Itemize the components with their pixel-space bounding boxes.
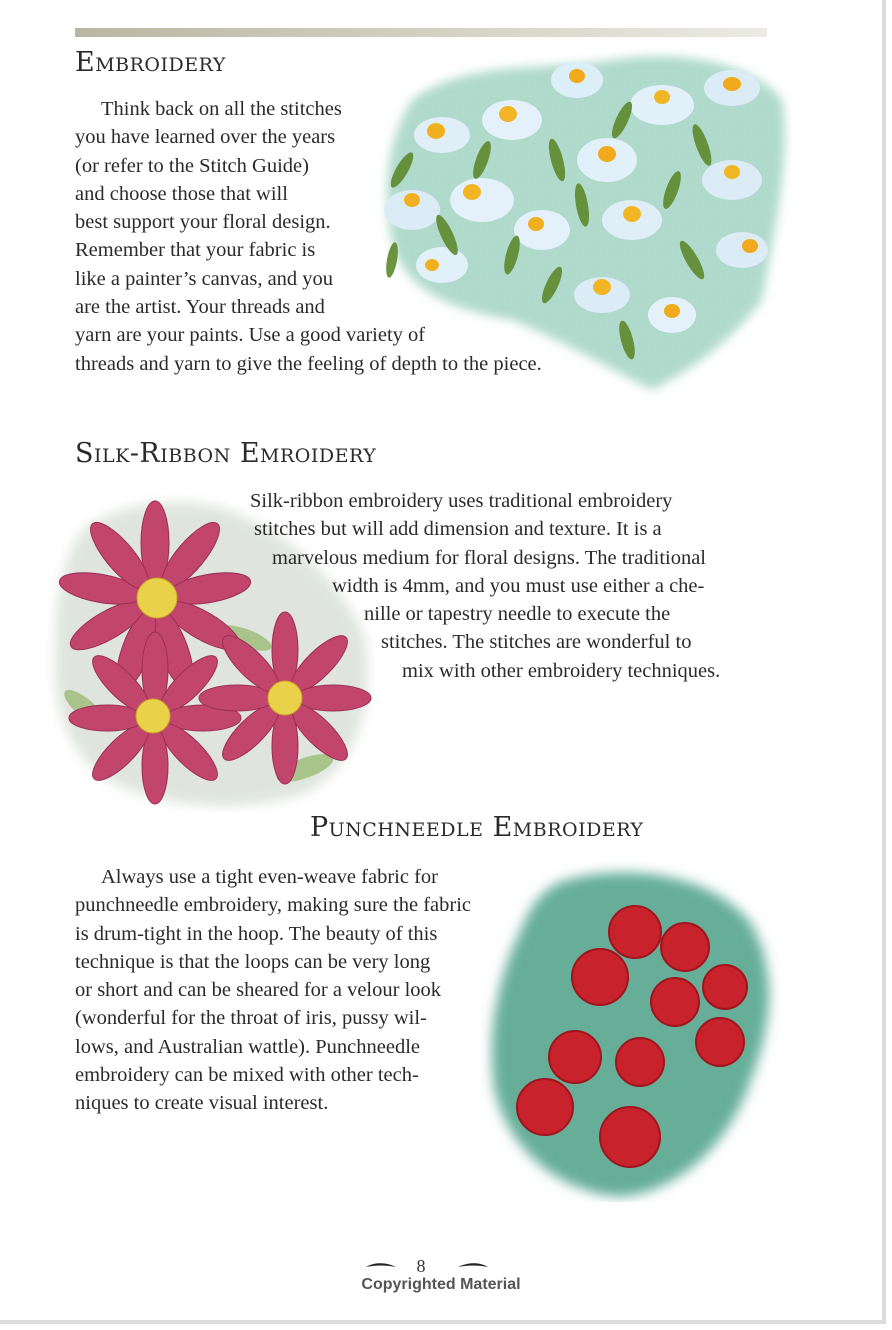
paragraph-embroidery [75, 95, 542, 378]
text-line: is drum-tight in the hoop. The beauty of this [75, 922, 438, 945]
text-line: Always use a tight even-weave fabric for [101, 866, 438, 888]
copyright-notice: Copyrighted Material [361, 1276, 521, 1293]
text-line: you have learned over the years [75, 126, 336, 149]
text-line: nille or tapestry needle to execute the [364, 603, 671, 626]
text-line: width is 4mm, and you must use either a che- [332, 574, 705, 597]
text-line: (wonderful for the throat of iris, pussy wil- [75, 1007, 427, 1030]
text-line: mix with other embroidery techniques. [402, 659, 721, 682]
text-line: niques to create visual interest. [75, 1092, 329, 1115]
text-line: like a painter’s canvas, and you [75, 267, 334, 290]
heading-embroidery: Embroidery [75, 47, 226, 78]
text-line: punchneedle embroidery, making sure the fabric [75, 894, 471, 917]
text-line: are the artist. Your threads and [75, 296, 325, 319]
punchneedle-berries-image [480, 862, 780, 1202]
text-line: Silk-ribbon embroidery uses traditional embroidery [250, 490, 673, 512]
text-line: (or refer to the Stitch Guide) [75, 154, 309, 177]
text-line: technique is that the loops can be very long [75, 950, 431, 973]
right-swash-ornament [458, 1262, 488, 1270]
text-line: stitches. The stitches are wonderful to [381, 631, 692, 654]
text-line: Remember that your fabric is [75, 239, 316, 262]
heading-silk-ribbon: Silk-Ribbon Emroidery [75, 438, 377, 469]
text-line: embroidery can be mixed with other tech- [75, 1064, 419, 1087]
text-line: and choose those that will [75, 182, 288, 205]
heading-punchneedle: Punchneedle Embroidery [310, 812, 644, 843]
text-line: stitches but will add dimension and texture. It is a [254, 518, 662, 541]
text-line: best support your floral design. [75, 211, 331, 234]
text-line: yarn are your paints. Use a good variety of [75, 324, 426, 347]
top-rule [75, 28, 767, 37]
paragraph-punchneedle [75, 863, 471, 1118]
text-line: marvelous medium for floral designs. The traditional [272, 546, 707, 569]
page-number: 8 [416, 1256, 426, 1276]
text-line: threads and yarn to give the feeling of depth to the piece. [75, 352, 542, 375]
text-line: Think back on all the stitches [101, 98, 342, 120]
text-line: lows, and Australian wattle). Punchneedle [75, 1035, 420, 1058]
text-line: or short and can be sheared for a velour look [75, 979, 442, 1002]
paragraph-silk-ribbon [250, 487, 720, 685]
